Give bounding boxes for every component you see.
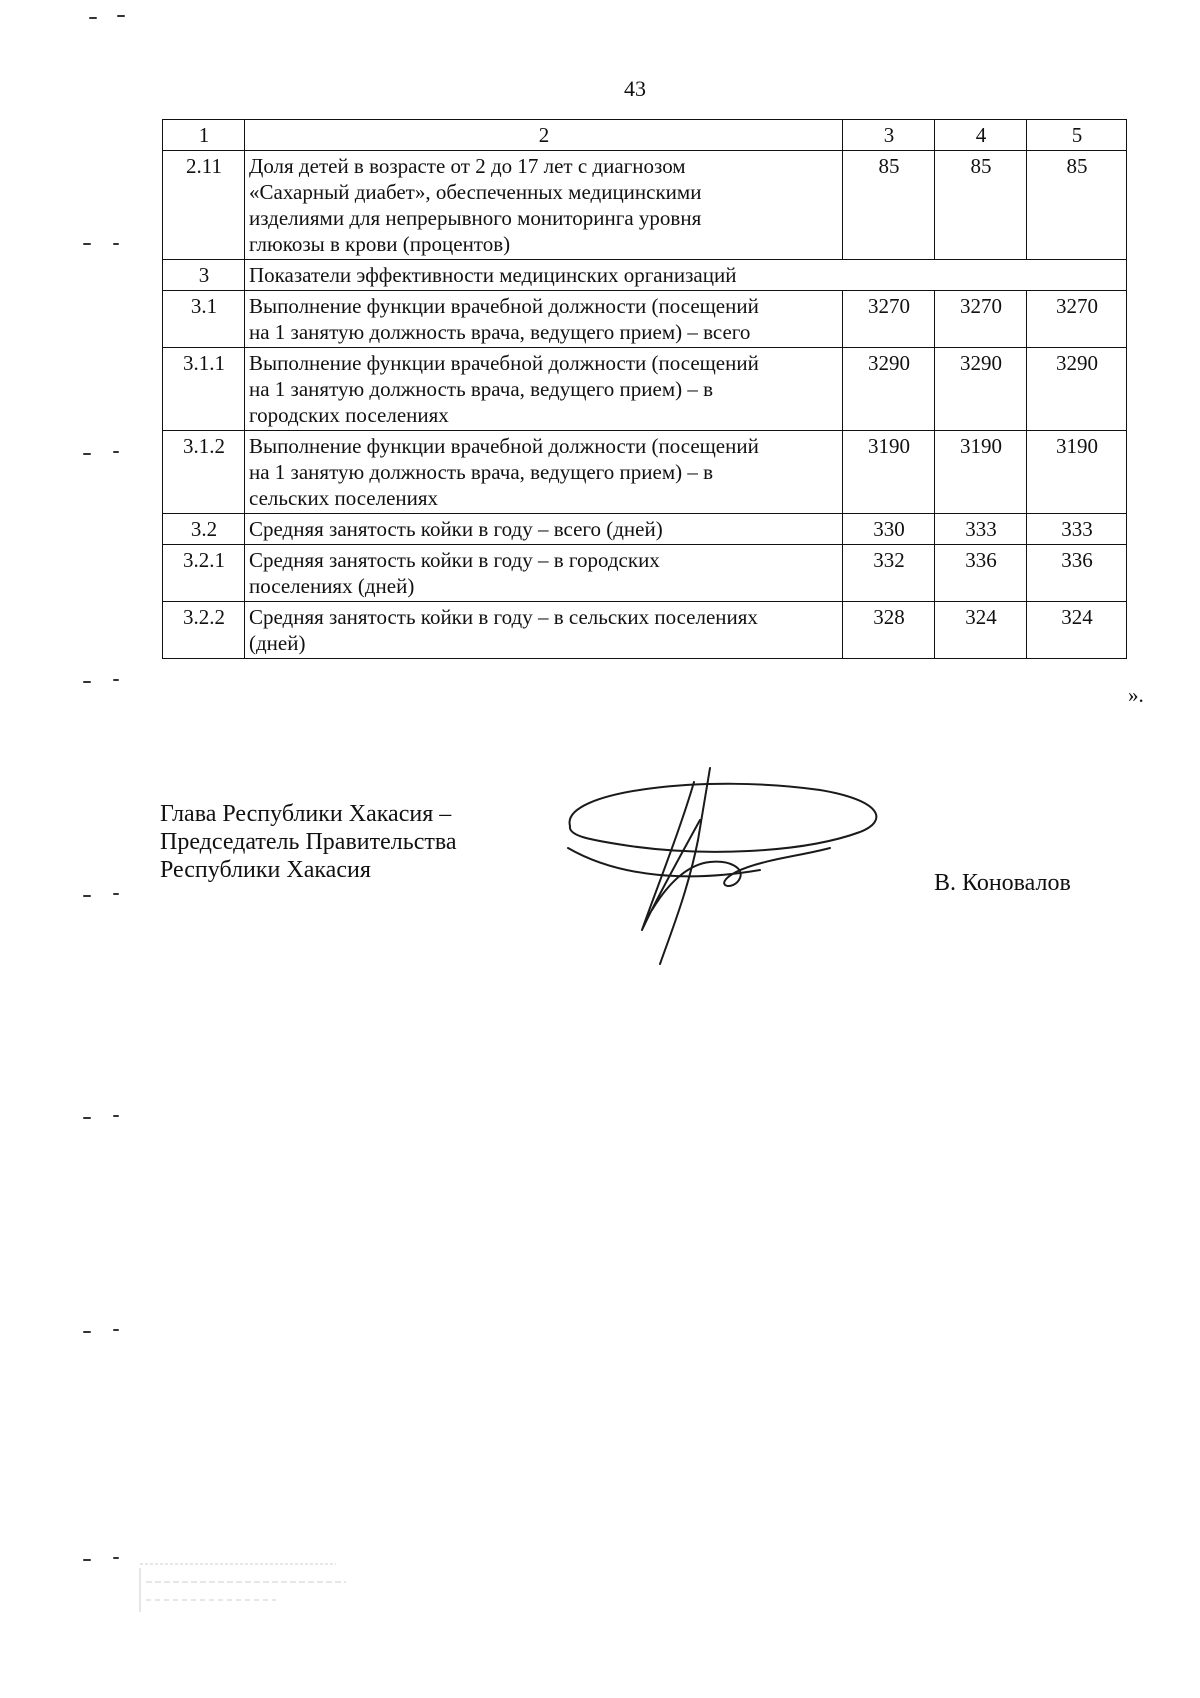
description-line: изделиями для непрерывного мониторинга уровня [249, 206, 702, 230]
indicators-table [162, 119, 1127, 659]
description-line: на 1 занятую должность врача, ведущего прием) – в [249, 377, 714, 401]
description-line: на 1 занятую должность врача, ведущего прием) – всего [249, 320, 751, 344]
description-line: городских поселениях [249, 403, 449, 427]
value-col-5: 336 [1027, 545, 1127, 602]
handwritten-signature [560, 760, 900, 980]
value-col-4: 324 [935, 602, 1027, 659]
value-col-3: 328 [843, 602, 935, 659]
description-line: «Сахарный диабет», обеспеченных медицинскими [249, 180, 702, 204]
value-col-3: 3190 [843, 431, 935, 514]
row-number: 3.2 [163, 514, 245, 545]
value-col-4: 85 [935, 151, 1027, 260]
signer-position [160, 800, 457, 884]
value-col-3: 332 [843, 545, 935, 602]
row-description [245, 514, 843, 545]
closing-quote: ». [1128, 683, 1144, 707]
value-col-3: 3290 [843, 348, 935, 431]
row-description [245, 431, 843, 514]
value-col-4: 3290 [935, 348, 1027, 431]
value-col-5: 85 [1027, 151, 1127, 260]
value-col-5: 3190 [1027, 431, 1127, 514]
value-col-5: 324 [1027, 602, 1127, 659]
table-row [163, 151, 1127, 260]
row-number: 3.1.2 [163, 431, 245, 514]
value-col-5: 3290 [1027, 348, 1127, 431]
header-cell-5: 5 [1027, 120, 1127, 151]
row-number: 3.2.2 [163, 602, 245, 659]
description-line: сельских поселениях [249, 486, 439, 510]
description-line: (дней) [249, 631, 306, 655]
row-number: 3.1 [163, 291, 245, 348]
description-line: Доля детей в возрасте от 2 до 17 лет с диагнозом [249, 154, 686, 178]
position-line: Глава Республики Хакасия – [160, 801, 452, 827]
row-number: 3.1.1 [163, 348, 245, 431]
value-col-3: 85 [843, 151, 935, 260]
value-col-5: 3270 [1027, 291, 1127, 348]
section-title: Показатели эффективности медицинских организаций [245, 260, 1127, 291]
value-col-4: 3270 [935, 291, 1027, 348]
row-description [245, 291, 843, 348]
description-line: глюкозы в крови (процентов) [249, 232, 511, 256]
description-line: на 1 занятую должность врача, ведущего прием) – в [249, 460, 714, 484]
description-line: Средняя занятость койки в году – в сельских поселениях [249, 605, 758, 629]
description-line: Средняя занятость койки в году – в городских [249, 548, 660, 572]
position-line: Председатель Правительства [160, 829, 457, 855]
table-row [163, 602, 1127, 659]
faded-stamp [136, 1560, 356, 1616]
table-row [163, 291, 1127, 348]
table-header-row [163, 120, 1127, 151]
value-col-3: 330 [843, 514, 935, 545]
row-description [245, 602, 843, 659]
scan-artifact-marks [0, 0, 140, 1698]
header-cell-1: 1 [163, 120, 245, 151]
page-number: 43 [624, 76, 646, 101]
description-line: Выполнение функции врачебной должности (посещений [249, 351, 759, 375]
value-col-5: 333 [1027, 514, 1127, 545]
description-line: Средняя занятость койки в году – всего (дней) [249, 517, 663, 541]
header-cell-3: 3 [843, 120, 935, 151]
row-description [245, 151, 843, 260]
value-col-3: 3270 [843, 291, 935, 348]
description-line: Выполнение функции врачебной должности (посещений [249, 294, 759, 318]
value-col-4: 336 [935, 545, 1027, 602]
description-line: Выполнение функции врачебной должности (посещений [249, 434, 759, 458]
header-cell-2: 2 [245, 120, 843, 151]
description-line: поселениях (дней) [249, 574, 415, 598]
table-row [163, 348, 1127, 431]
position-line: Республики Хакасия [160, 857, 371, 883]
header-cell-4: 4 [935, 120, 1027, 151]
row-number: 3 [163, 260, 245, 291]
section-row [163, 260, 1127, 291]
table-row [163, 545, 1127, 602]
table-row [163, 514, 1127, 545]
value-col-4: 3190 [935, 431, 1027, 514]
row-description [245, 545, 843, 602]
row-number: 3.2.1 [163, 545, 245, 602]
row-number: 2.11 [163, 151, 245, 260]
value-col-4: 333 [935, 514, 1027, 545]
table-row [163, 431, 1127, 514]
row-description [245, 348, 843, 431]
signer-name: В. Коновалов [934, 870, 1071, 896]
